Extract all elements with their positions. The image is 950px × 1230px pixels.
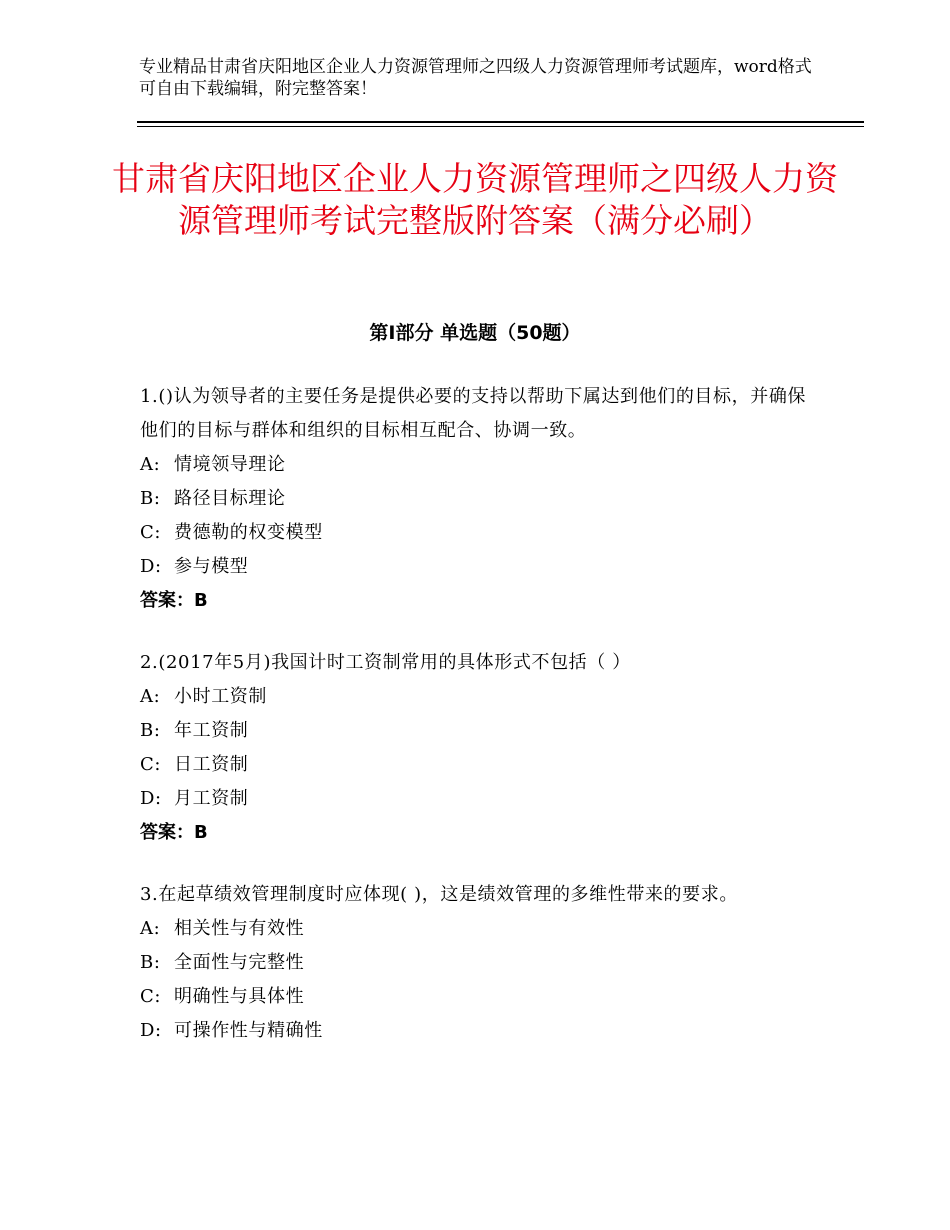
- option-text: 路径目标理论: [174, 488, 286, 509]
- option-text: 日工资制: [174, 754, 249, 775]
- option-key: D:: [140, 788, 162, 809]
- option-text: 全面性与完整性: [174, 952, 305, 973]
- option-b: [140, 714, 810, 748]
- option-key: A:: [140, 686, 161, 707]
- header-note: 专业精品甘肃省庆阳地区企业人力资源管理师之四级人力资源管理师考试题库，word格式可自由下载编辑，附完整答案！: [139, 57, 812, 99]
- answer-line: 答案：B: [140, 590, 208, 611]
- option-key: A:: [140, 918, 161, 939]
- option-text: 年工资制: [174, 720, 249, 741]
- question-3: [140, 878, 810, 1048]
- question-list: [140, 380, 810, 1076]
- question-1: [140, 380, 810, 618]
- option-a: [140, 912, 810, 946]
- option-text: 小时工资制: [174, 686, 267, 707]
- option-b: [140, 946, 810, 980]
- option-d: [140, 782, 810, 816]
- document-title: 甘肃省庆阳地区企业人力资源管理师之四级人力资源管理师考试完整版附答案（满分必刷）: [112, 159, 838, 240]
- option-key: D:: [140, 556, 162, 577]
- question-stem: 1.()认为领导者的主要任务是提供必要的支持以帮助下属达到他们的目标，并确保他们的目标与群体和组织的目标相互配合、协调一致。: [140, 386, 807, 441]
- section-heading: 第Ⅰ部分 单选题（50题）: [369, 322, 581, 344]
- option-c: [140, 748, 810, 782]
- option-key: C:: [140, 986, 162, 1007]
- option-text: 情境领导理论: [174, 454, 286, 475]
- option-text: 明确性与具体性: [174, 986, 305, 1007]
- option-text: 参与模型: [174, 556, 249, 577]
- option-d: [140, 1014, 810, 1048]
- option-text: 可操作性与精确性: [174, 1020, 323, 1041]
- option-c: [140, 516, 810, 550]
- option-a: [140, 680, 810, 714]
- option-key: B:: [140, 488, 161, 509]
- option-d: [140, 550, 810, 584]
- option-text: 费德勒的权变模型: [174, 522, 323, 543]
- question-stem: 2.(2017年5月)我国计时工资制常用的具体形式不包括（ ）: [140, 652, 631, 673]
- option-key: B:: [140, 952, 161, 973]
- question-2: [140, 646, 810, 850]
- option-text: 相关性与有效性: [174, 918, 305, 939]
- option-text: 月工资制: [174, 788, 249, 809]
- option-b: [140, 482, 810, 516]
- option-key: C:: [140, 754, 162, 775]
- option-key: D:: [140, 1020, 162, 1041]
- option-a: [140, 448, 810, 482]
- answer-line: 答案：B: [140, 822, 208, 843]
- question-stem: 3.在起草绩效管理制度时应体现( )，这是绩效管理的多维性带来的要求。: [140, 884, 738, 905]
- option-key: B:: [140, 720, 161, 741]
- header-rule-thick: [137, 121, 864, 123]
- option-c: [140, 980, 810, 1014]
- option-key: A:: [140, 454, 161, 475]
- option-key: C:: [140, 522, 162, 543]
- header-rule-thin: [137, 126, 864, 127]
